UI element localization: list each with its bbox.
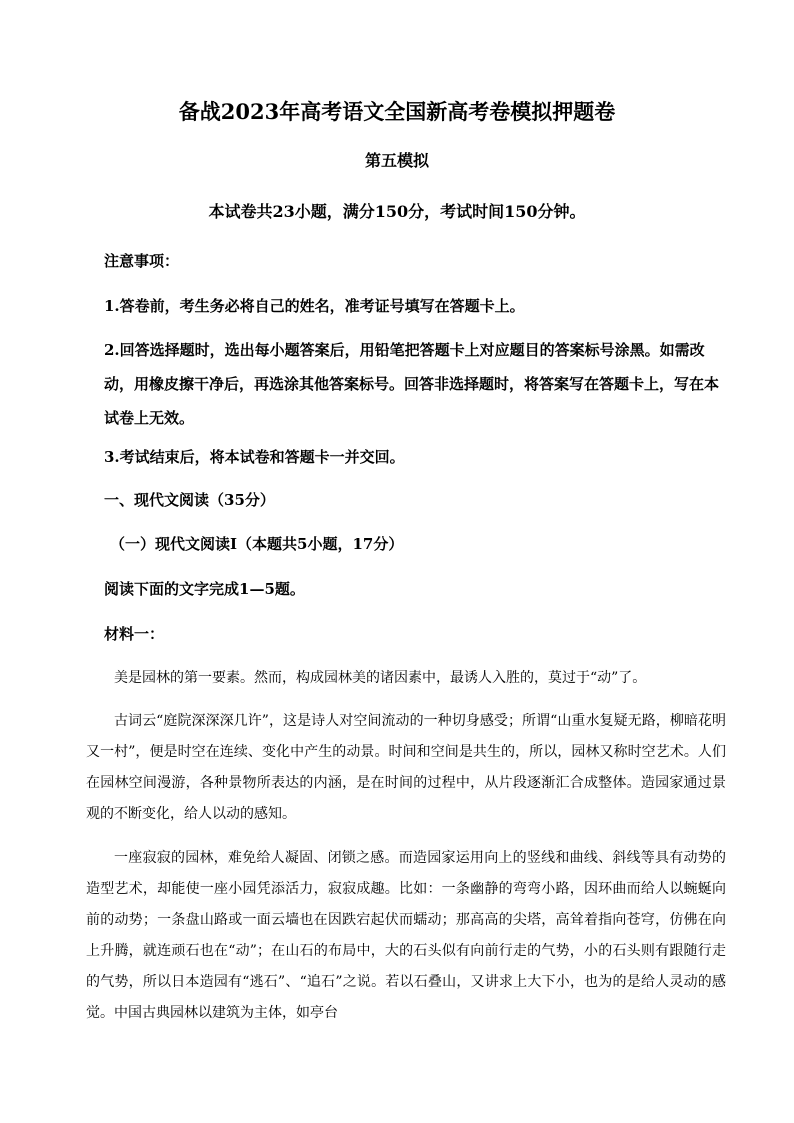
passage-paragraph-3: 一座寂寂的园林，难免给人凝固、闭锁之感。而造园家运用向上的竖线和曲线、斜线等具有动势的造型艺术，却能使一座小园凭添活力，寂寂成趣。比如：一条幽静的弯弯小路，因环曲而给人以蜿蜒向前的动势；一条盘山路或一面云墙也在因跌宕起伏而蠕动；那高高的尖塔，高耸着指向苍穹，仿佛在向上升腾，就连顽石也在“动”；在山石的布局中，大的石头似有向前行走的气势，小的石头则有跟随行走的气势，所以日本造园有“逃石”、“追石”之说。若以石叠山，又讲求上大下小，也为的是给人灵动的感觉。中国古典园林以建筑为主体，如亭台: [86, 850, 726, 1021]
notes-item-3: 3.考试结束后，将本试卷和答题卡一并交回。: [104, 448, 405, 466]
material-label: 材料一：: [104, 625, 165, 643]
section-instruction: 阅读下面的文字完成1—5题。: [104, 580, 305, 598]
exam-info: 本试卷共23小题，满分150分，考试时间150分钟。: [208, 202, 586, 221]
exam-title: 备战2023年高考语文全国新高考卷模拟押题卷: [178, 99, 616, 124]
notes-heading: 注意事项：: [104, 252, 180, 270]
exam-subtitle: 第五模拟: [364, 151, 429, 170]
notes-item-2: 2.回答选择题时，选出每小题答案后，用铅笔把答题卡上对应题目的答案标号涂黑。如需改动，用橡皮擦干净后，再选涂其他答案标号。回答非选择题时，将答案写在答题卡上，写在本试卷上无效。: [104, 341, 720, 427]
passage-paragraph-1: 美是园林的第一要素。然而，构成园林美的诸因素中，最诱人入胜的，莫过于“动”了。: [114, 670, 647, 686]
section-subheading: （一）现代文阅读Ⅰ（本题共5小题，17分）: [110, 535, 404, 553]
section-heading: 一、现代文阅读（35分）: [104, 491, 275, 509]
notes-item-1: 1.答卷前，考生务必将自己的姓名，准考证号填写在答题卡上。: [104, 297, 525, 315]
passage-paragraph-2: 古词云“庭院深深深几许”，这是诗人对空间流动的一种切身感受；所谓“山重水复疑无路，柳暗花明又一村”，便是时空在连续、变化中产生的动景。时间和空间是共生的，所以，园林又称时空艺术。人们在园林空间漫游，各种景物所表达的内涵，是在时间的过程中，从片段逐渐汇合成整体。造园家通过景观的不断变化，给人以动的感知。: [86, 713, 726, 822]
